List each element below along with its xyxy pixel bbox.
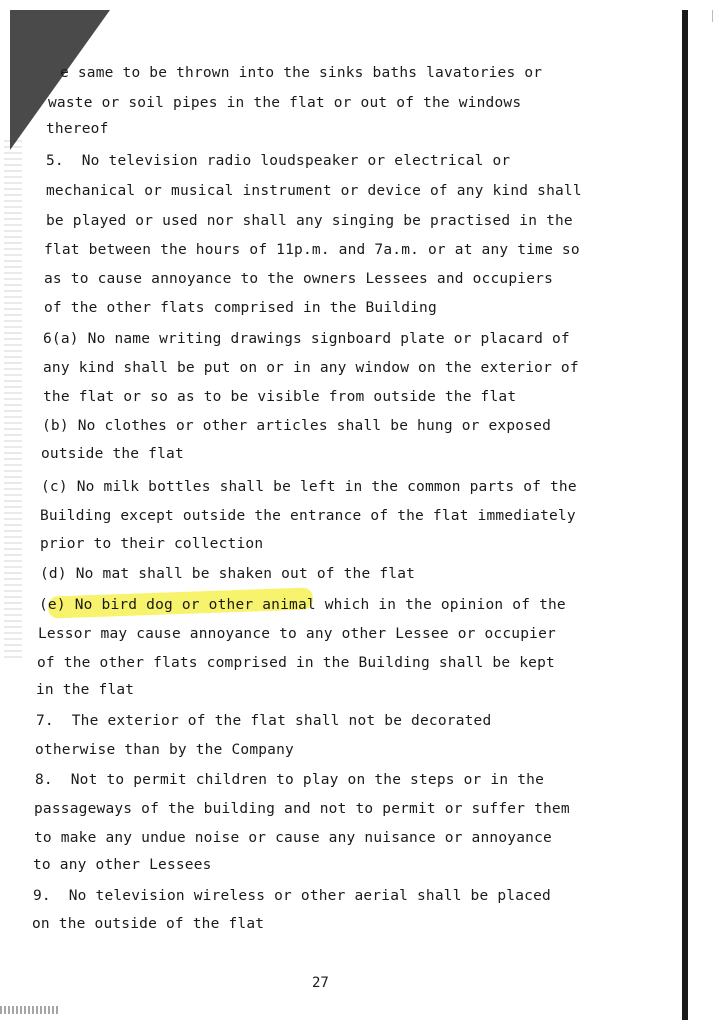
- text-line: (c) No milk bottles shall be left in the common parts of the: [41, 479, 577, 495]
- text-line: (d) No mat shall be shaken out of the flat: [40, 566, 416, 582]
- text-line: the flat or so as to be visible from outside the flat: [43, 389, 517, 405]
- page-number: 27: [312, 975, 329, 991]
- text-line: outside the flat: [41, 446, 184, 462]
- text-line: waste or soil pipes in the flat or out of the windows: [48, 95, 522, 111]
- text-line: 8. Not to permit children to play on the steps or in the: [35, 772, 544, 788]
- text-line: 6(a) No name writing drawings signboard plate or placard of: [43, 331, 570, 347]
- text-line: of the other flats comprised in the Building shall be kept: [37, 655, 555, 671]
- text-line: Building except outside the entrance of the flat immediately: [40, 508, 576, 524]
- text-line: on the outside of the flat: [32, 916, 265, 932]
- text-line: mechanical or musical instrument or device of any kind shall: [46, 183, 582, 199]
- scan-edge-noise: [4, 140, 22, 660]
- text-line: 9. No television wireless or other aerial shall be placed: [33, 888, 551, 904]
- text-line: Lessor may cause annoyance to any other Lessee or occupier: [38, 626, 556, 642]
- text-line: (b) No clothes or other articles shall be hung or exposed: [42, 418, 551, 434]
- scan-right-edge-bar: [682, 10, 688, 1020]
- scan-speck: [712, 10, 713, 22]
- text-line: e same to be thrown into the sinks baths lavatories or: [60, 65, 543, 81]
- text-line: of the other flats comprised in the Building: [44, 300, 437, 316]
- text-line: otherwise than by the Company: [35, 742, 294, 758]
- text-line: any kind shall be put on or in any window on the exterior of: [43, 360, 579, 376]
- text-line: thereof: [46, 121, 109, 137]
- text-line: flat between the hours of 11p.m. and 7a.m. or at any time so: [44, 242, 580, 258]
- text-line: prior to their collection: [40, 536, 264, 552]
- text-line: to make any undue noise or cause any nuisance or annoyance: [34, 830, 552, 846]
- text-line: in the flat: [36, 682, 135, 698]
- text-line: as to cause annoyance to the owners Lessees and occupiers: [44, 271, 553, 287]
- scan-bottom-smudge: [0, 1006, 60, 1014]
- text-line: 7. The exterior of the flat shall not be decorated: [36, 713, 492, 729]
- text-line: be played or used nor shall any singing be practised in the: [46, 213, 573, 229]
- text-line: passageways of the building and not to permit or suffer them: [34, 801, 570, 817]
- text-line: 5. No television radio loudspeaker or electrical or: [46, 153, 511, 169]
- text-line: (e) No bird dog or other animal which in the opinion of the: [39, 597, 566, 613]
- text-line: to any other Lessees: [33, 857, 212, 873]
